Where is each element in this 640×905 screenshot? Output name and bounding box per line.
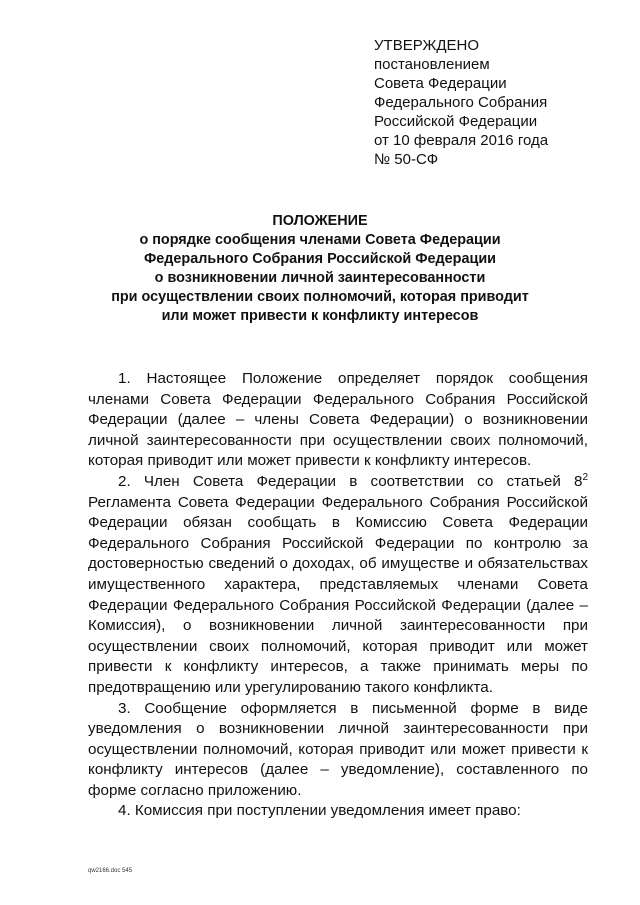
approval-line: УТВЕРЖДЕНО [374, 37, 480, 54]
title-line: ПОЛОЖЕНИЕ [272, 213, 368, 229]
footer-file-code: qw2166.doc 545 [88, 868, 133, 874]
paragraph-4: 4. Комиссия при поступлении уведомления имеет право: [118, 802, 521, 820]
approval-line: Совета Федерации [374, 75, 507, 92]
approval-line: Российской Федерации [374, 113, 538, 130]
approval-stamp [374, 36, 614, 169]
title-line: о порядке сообщения членами Совета Федерации [139, 232, 501, 248]
approval-line: от 10 февраля 2016 года [374, 132, 549, 149]
title-line: Федерального Собрания Российской Федерации [143, 251, 497, 267]
approval-line: постановлением [374, 56, 490, 73]
document-body [88, 369, 588, 822]
paragraph-2 [88, 472, 588, 699]
approval-line: Федерального Собрания [374, 94, 548, 111]
document-title [70, 212, 570, 326]
paragraph-2-text-start: 2. Член Совета Федерации в соответствии со статьей 8 [118, 472, 583, 490]
paragraph-3: 3. Сообщение оформляется в письменной форме в виде уведомления о возникновении личной заинтересованности при осуществлении полномочий, которая приводит или может привести к конфликту интересов (далее – уведомление), составленного по форме согласно приложению. [88, 699, 588, 799]
approval-line: № 50-СФ [374, 151, 439, 168]
article-superscript: 2 [582, 471, 588, 483]
paragraph-2-text-end: Регламента Совета Федерации Федерального Собрания Российской Федерации обязан сообщать в Комиссию Совета Федерации Федерального Собрания Российской Федерации по контролю за достоверностью сведений о доходах, об имуществе и обязательствах имущественного характера, представляемых членами Совета Федерации Федерального Собрания Российской Федерации (далее – Комиссия), о возникновении личной заинтересованности при осуществлении своих полномочий, которая приводит или может привести к конфликту интересов, а также принимать меры по предотвращению или урегулированию такого конфликта. [88, 493, 588, 696]
title-line: о возникновении личной заинтересованности [154, 270, 486, 286]
title-line: или может привести к конфликту интересов [161, 308, 479, 324]
title-line: при осуществлении своих полномочий, которая приводит [111, 289, 529, 305]
paragraph-1: 1. Настоящее Положение определяет порядок сообщения членами Совета Федерации Федерального Собрания Российской Федерации (далее – члены Совета Федерации) о возникновении личной заинтересованности при осуществлении своих полномочий, которая приводит или может привести к конфликту интересов. [88, 370, 588, 470]
